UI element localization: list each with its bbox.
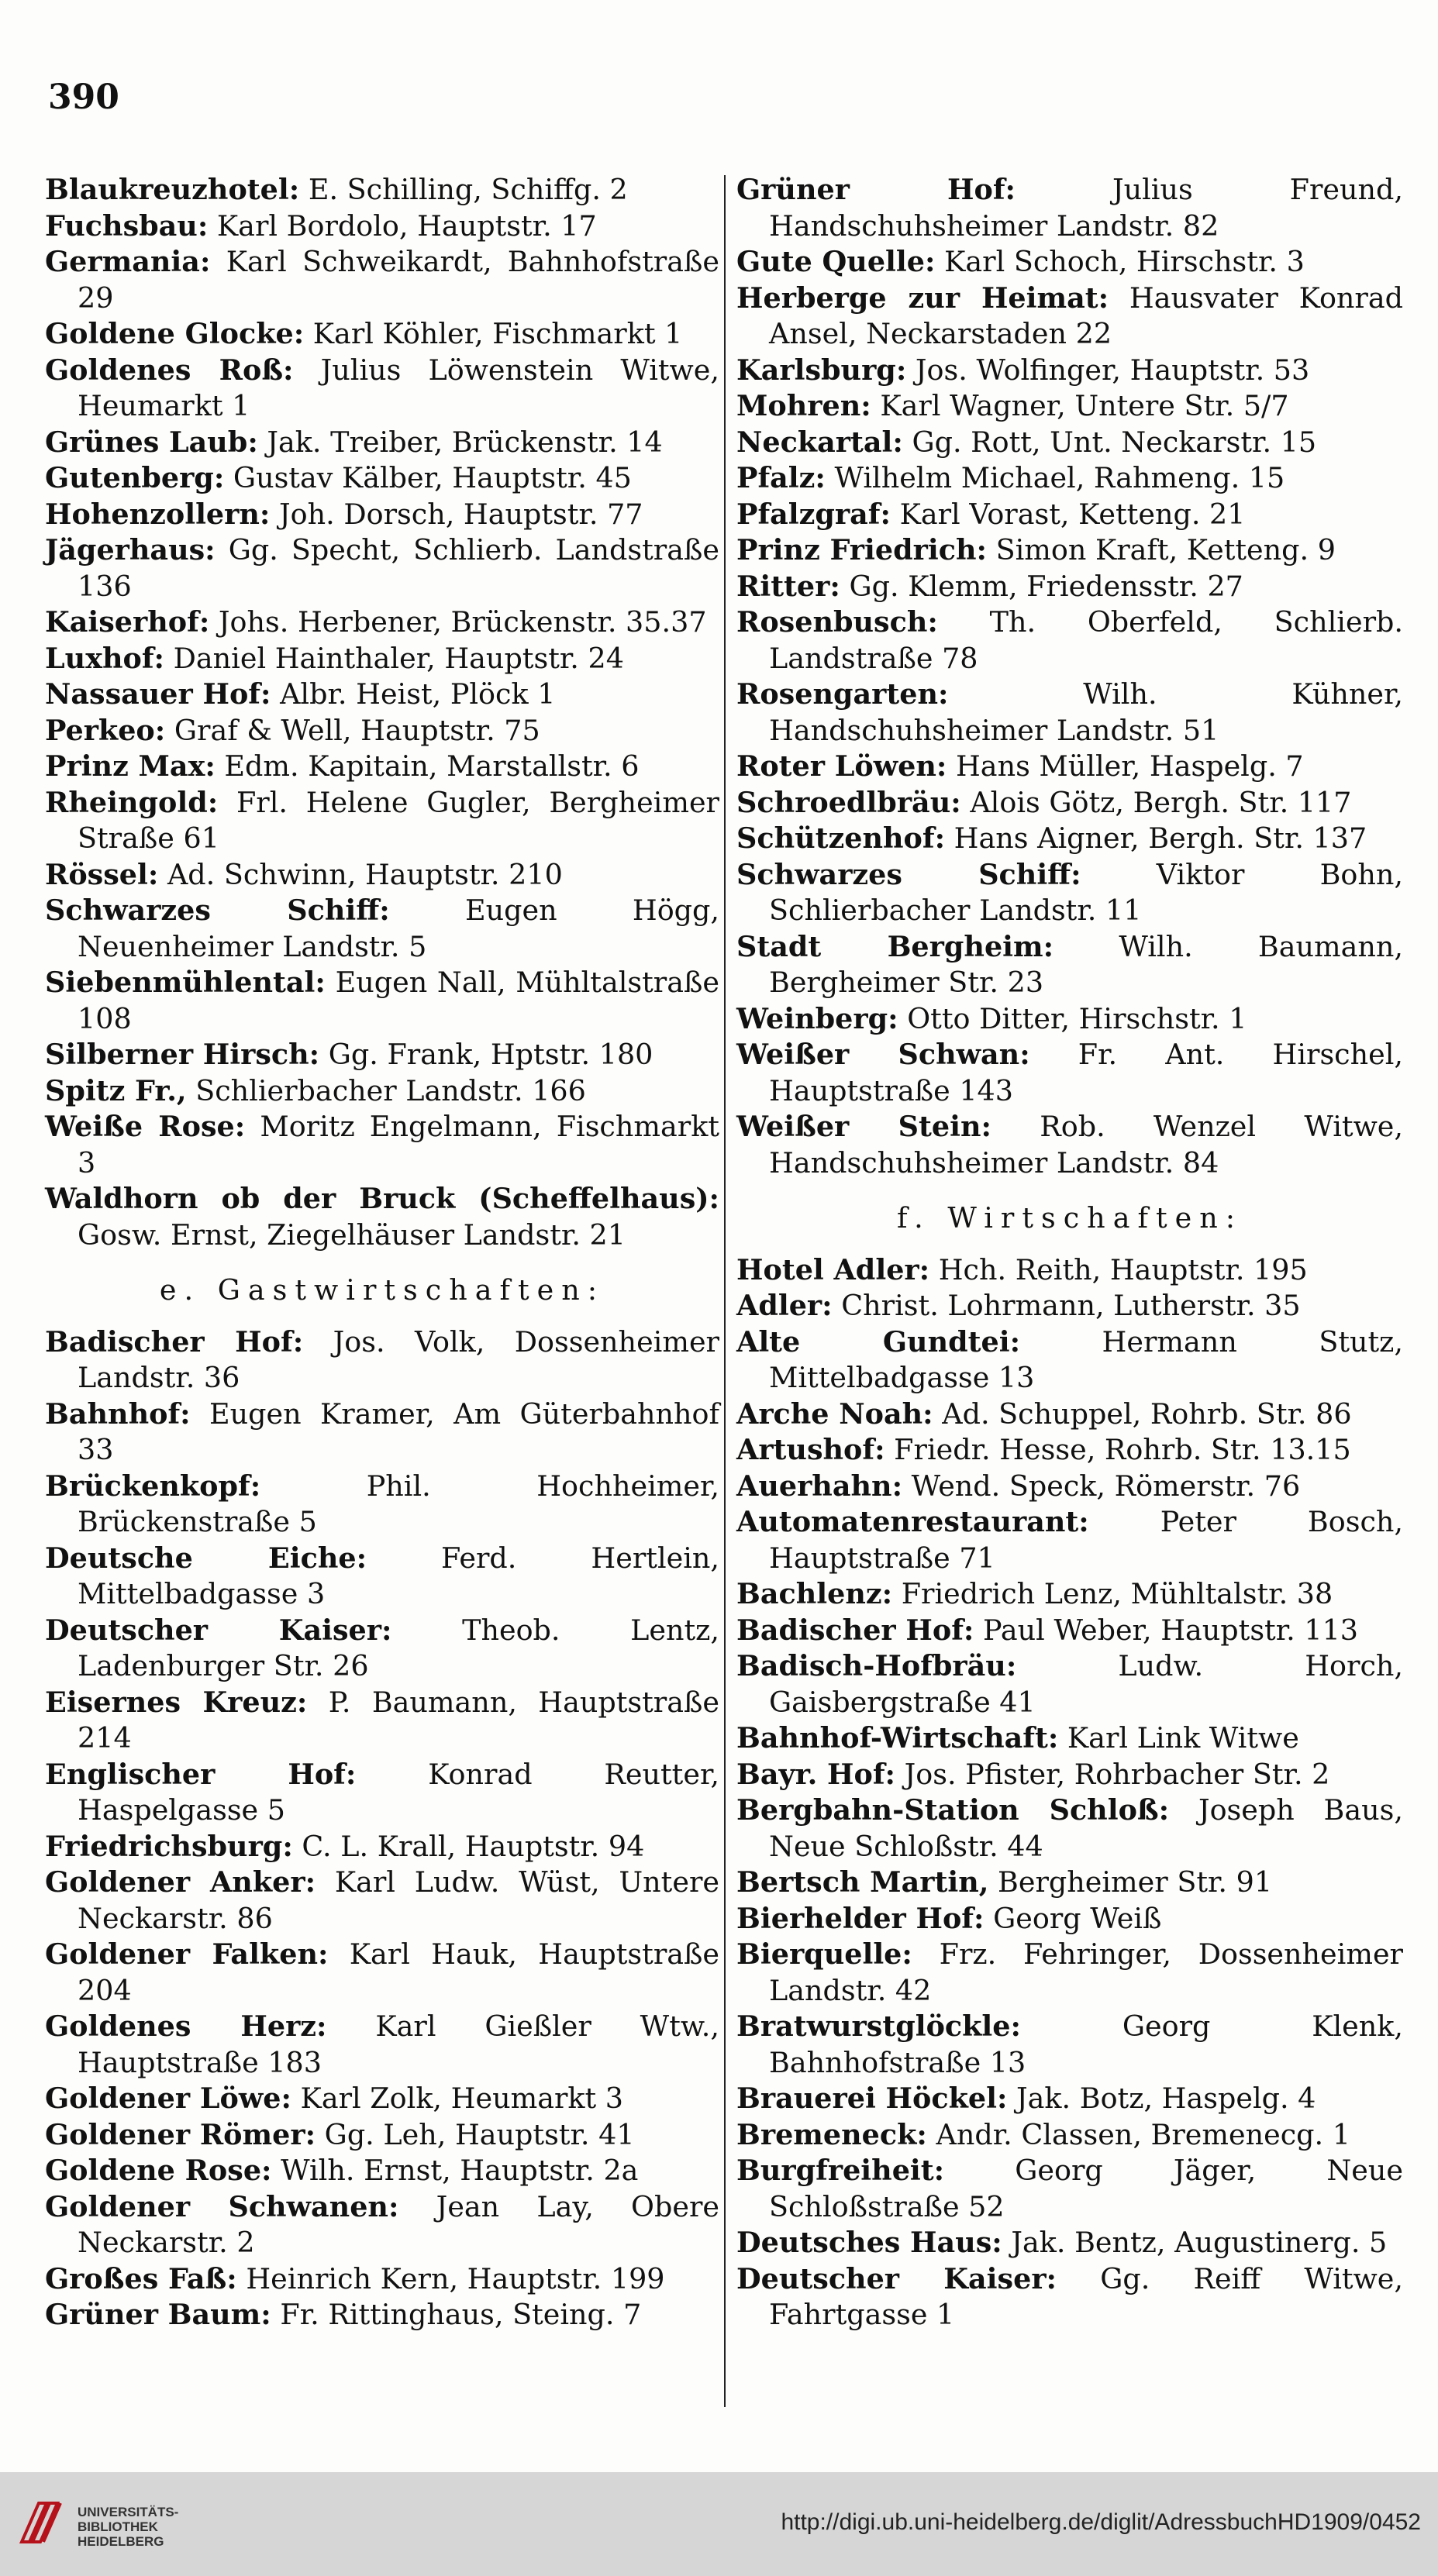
entry-name: Bachlenz: — [736, 1577, 893, 1610]
entry-detail: Karl Ludw. Wüst, Untere Neckarstr. 86 — [78, 1865, 719, 1935]
entry-detail: Karl Link Witwe — [1058, 1721, 1299, 1755]
entry-detail: Jak. Treiber, Brückenstr. 14 — [257, 425, 663, 459]
directory-entry — [45, 1073, 719, 1110]
entry-detail: Karl Bordolo, Hauptstr. 17 — [208, 208, 597, 243]
entry-detail: Bergheimer Str. 91 — [988, 1865, 1273, 1899]
entry-name: Goldene Rose: — [45, 2154, 272, 2187]
entry-name: Fuchsbau: — [45, 208, 209, 243]
entry-name: Bierhelder Hof: — [736, 1901, 985, 1935]
entry-detail: Hans Aigner, Bergh. Str. 137 — [945, 821, 1367, 855]
entry-name: Bahnhof: — [45, 1396, 191, 1431]
entry-name: Brückenkopf: — [45, 1469, 261, 1503]
directory-entry — [736, 388, 1403, 425]
entry-name: Grünes Laub: — [45, 425, 258, 459]
entry-name: Bierquelle: — [736, 1937, 912, 1971]
directory-entry — [45, 893, 719, 965]
entry-detail: Georg Jäger, Neue Schloßstraße 52 — [769, 2154, 1403, 2223]
entry-name: Deutsche Eiche: — [45, 1541, 367, 1575]
directory-entry — [736, 929, 1403, 1001]
directory-entry — [45, 713, 719, 749]
entry-name: Spitz Fr., — [45, 1073, 187, 1107]
entry-name: Roter Löwen: — [736, 749, 947, 783]
entry-detail: Karl Schoch, Hirschstr. 3 — [935, 245, 1305, 278]
entry-detail: Karl Hauk, Hauptstraße 204 — [78, 1937, 720, 2007]
entry-detail: Fr. Rittinghaus, Steing. 7 — [271, 2298, 642, 2331]
entry-detail: Peter Bosch, Hauptstraße 71 — [769, 1505, 1403, 1575]
directory-entry — [45, 857, 719, 894]
directory-entry — [45, 208, 719, 245]
entry-detail: Schlierbacher Landstr. 166 — [186, 1073, 586, 1107]
entry-name: Ritter: — [736, 569, 840, 603]
entry-name: Prinz Friedrich: — [736, 533, 987, 567]
entry-name: Badischer Hof: — [45, 1324, 304, 1359]
entry-name: Arche Noah: — [736, 1396, 933, 1431]
entry-detail: Ferd. Hertlein, Mittelbadgasse 3 — [78, 1541, 719, 1610]
entry-detail: Jean Lay, Obere Neckarstr. 2 — [78, 2189, 719, 2259]
entry-detail: Gg. Klemm, Friedensstr. 27 — [840, 569, 1243, 603]
entry-detail: Gg. Leh, Hauptstr. 41 — [316, 2117, 635, 2151]
entry-detail: Frl. Helene Gugler, Bergheimer Straße 61 — [78, 785, 719, 855]
library-name-line: UNIVERSITÄTS- — [78, 2505, 179, 2519]
entry-detail: Joh. Dorsch, Hauptstr. 77 — [270, 497, 643, 531]
entry-name: Neckartal: — [736, 425, 903, 459]
left-entries — [45, 172, 719, 1253]
library-name-line: BIBLIOTHEK — [78, 2519, 158, 2534]
entry-name: Nassauer Hof: — [45, 677, 271, 711]
directory-entry — [45, 316, 719, 353]
entry-detail: Christ. Lohrmann, Lutherstr. 35 — [832, 1289, 1301, 1322]
entry-name: Rosenbusch: — [736, 605, 938, 639]
directory-entry — [45, 2297, 719, 2333]
section-heading-e: e. Gastwirtschaften: — [159, 1273, 605, 1307]
entry-name: Grüner Baum: — [45, 2298, 271, 2331]
left-column — [45, 172, 719, 2333]
directory-entry — [45, 2081, 719, 2117]
library-name — [78, 2505, 178, 2549]
entry-name: Bayr. Hof: — [736, 1757, 896, 1791]
directory-entry — [736, 2081, 1403, 2117]
directory-entry — [45, 1829, 719, 1865]
entry-detail: Karl Schweikardt, Bahnhofstraße 29 — [78, 245, 719, 315]
directory-entry — [45, 1324, 719, 1396]
entry-name: Goldener Falken: — [45, 1937, 329, 1971]
entry-name: Hotel Adler: — [736, 1252, 930, 1286]
entry-detail: Gg. Rott, Unt. Neckarstr. 15 — [902, 425, 1317, 459]
directory-entry — [736, 1037, 1403, 1109]
entry-detail: Daniel Hainthaler, Hauptstr. 24 — [164, 641, 624, 675]
entry-name: Bertsch Martin, — [736, 1865, 989, 1899]
directory-entry — [736, 1288, 1403, 1324]
entry-detail: Julius Freund, Handschuhsheimer Landstr. 82 — [769, 173, 1403, 243]
entry-name: Friedrichsburg: — [45, 1829, 293, 1863]
entry-name: Deutscher Kaiser: — [736, 2261, 1057, 2295]
directory-entry — [45, 1865, 719, 1937]
directory-entry — [736, 1432, 1403, 1469]
entry-name: Schützenhof: — [736, 821, 946, 855]
entry-name: Luxhof: — [45, 641, 165, 675]
entry-name: Automatenrestaurant: — [736, 1505, 1089, 1538]
directory-entry — [736, 1757, 1403, 1793]
directory-entry — [45, 1181, 719, 1253]
entry-name: Gute Quelle: — [736, 245, 936, 278]
entry-detail: Jos. Pfister, Rohrbacher Str. 2 — [895, 1757, 1330, 1791]
directory-entry — [45, 1757, 719, 1829]
directory-entry — [45, 2261, 719, 2298]
entry-detail: Julius Löwenstein Witwe, Heumarkt 1 — [78, 353, 719, 422]
directory-entry — [45, 965, 719, 1037]
directory-entry — [45, 2153, 719, 2189]
entry-name: Burgfreiheit: — [736, 2154, 945, 2187]
footer-bar — [0, 2472, 1438, 2576]
entry-name: Goldener Anker: — [45, 1865, 316, 1899]
section-e-entries — [45, 1324, 719, 2333]
directory-entry — [45, 641, 719, 677]
directory-entry — [736, 425, 1403, 461]
entry-name: Silberner Hirsch: — [45, 1038, 320, 1071]
entry-detail: Georg Klenk, Bahnhofstraße 13 — [769, 2009, 1403, 2079]
entry-name: Schwarzes Schiff: — [45, 894, 390, 927]
library-name-line: HEIDELBERG — [78, 2534, 164, 2549]
entry-name: Eisernes Kreuz: — [45, 1685, 308, 1719]
entry-detail: Andr. Classen, Bremenecg. 1 — [926, 2117, 1350, 2151]
entry-name: Perkeo: — [45, 713, 166, 747]
page-number: 390 — [48, 77, 119, 117]
directory-entry — [45, 353, 719, 425]
entry-name: Artushof: — [736, 1433, 885, 1466]
entry-name: Kaiserhof: — [45, 605, 210, 639]
entry-name: Bahnhof-Wirtschaft: — [736, 1721, 1059, 1755]
directory-entry — [736, 1937, 1403, 2009]
entry-name: Mohren: — [736, 389, 871, 422]
entry-detail: Jak. Bentz, Augustinerg. 5 — [1002, 2226, 1388, 2259]
section-f-entries — [736, 1252, 1403, 2333]
entry-name: Pfalzgraf: — [736, 497, 891, 531]
entry-name: Herberge zur Heimat: — [736, 281, 1109, 315]
entry-detail: Wilh. Kühner, Handschuhsheimer Landstr. 51 — [769, 677, 1403, 747]
directory-entry — [736, 1793, 1403, 1865]
directory-entry — [736, 857, 1403, 929]
directory-entry — [736, 677, 1403, 749]
entry-name: Rheingold: — [45, 785, 219, 819]
entry-detail: Konrad Reutter, Haspelgasse 5 — [78, 1757, 719, 1827]
directory-entry — [736, 1504, 1403, 1576]
entry-detail: Th. Oberfeld, Schlierb. Landstraße 78 — [769, 605, 1403, 675]
directory-entry — [736, 2117, 1403, 2154]
directory-entry — [45, 2009, 719, 2081]
entry-name: Alte Gundtei: — [736, 1324, 1021, 1359]
entry-name: Blaukreuzhotel: — [45, 173, 300, 206]
directory-entry — [736, 1001, 1403, 1038]
directory-entry — [736, 1252, 1403, 1289]
entry-detail: Karl Köhler, Fischmarkt 1 — [304, 317, 683, 350]
entry-name: Schwarzes Schiff: — [736, 857, 1081, 891]
entry-detail: P. Baumann, Hauptstraße 214 — [78, 1685, 719, 1755]
entry-detail: Johs. Herbener, Brückenstr. 35.37 — [209, 605, 707, 639]
entry-name: Großes Faß: — [45, 2261, 237, 2295]
entry-detail: Wend. Speck, Römerstr. 76 — [902, 1469, 1301, 1503]
directory-entry — [45, 1396, 719, 1469]
directory-entry — [45, 1109, 719, 1181]
entry-name: Prinz Max: — [45, 749, 216, 783]
entry-name: Goldenes Roß: — [45, 353, 294, 387]
entry-detail: Karl Gießler Wtw., Hauptstraße 183 — [78, 2009, 719, 2079]
directory-entry — [736, 1720, 1403, 1757]
directory-entry — [736, 1469, 1403, 1505]
directory-entry — [45, 532, 719, 604]
entry-detail: Ludw. Horch, Gaisbergstraße 41 — [769, 1649, 1403, 1719]
entry-detail: E. Schilling, Schiffg. 2 — [299, 173, 628, 206]
directory-entry — [736, 1901, 1403, 1937]
entry-detail: Friedr. Hesse, Rohrb. Str. 13.15 — [885, 1433, 1351, 1466]
entry-name: Weißer Schwan: — [736, 1038, 1030, 1071]
entry-detail: Moritz Engelmann, Fischmarkt 3 — [78, 1110, 719, 1180]
entry-name: Hohenzollern: — [45, 497, 271, 531]
entry-detail: Rob. Wenzel Witwe, Handschuhsheimer Landstr. 84 — [769, 1110, 1404, 1180]
directory-entry — [736, 2225, 1403, 2261]
entry-detail: Jos. Volk, Dossenheimer Landstr. 36 — [78, 1324, 719, 1394]
entry-detail: Gg. Reiff Witwe, Fahrtgasse 1 — [769, 2261, 1403, 2331]
directory-entry — [45, 1037, 719, 1073]
directory-entry — [45, 1685, 719, 1757]
entry-name: Schroedlbräu: — [736, 785, 961, 819]
entry-name: Pfalz: — [736, 461, 826, 494]
directory-entry — [45, 244, 719, 316]
entry-detail: Phil. Hochheimer, Brückenstraße 5 — [78, 1469, 719, 1538]
entry-detail: Otto Ditter, Hirschstr. 1 — [898, 1001, 1247, 1035]
directory-entry — [736, 2009, 1403, 2081]
entry-name: Waldhorn ob der Bruck (Scheffelhaus): — [45, 1182, 719, 1215]
entry-detail: Gustav Kälber, Hauptstr. 45 — [224, 461, 632, 494]
entry-name: Brauerei Höckel: — [736, 2082, 1008, 2115]
entry-detail: Theob. Lentz, Ladenburger Str. 26 — [78, 1613, 719, 1682]
entry-name: Badischer Hof: — [736, 1613, 974, 1647]
entry-detail: Ad. Schwinn, Hauptstr. 210 — [158, 857, 563, 891]
entry-detail: Eugen Nall, Mühltalstraße 108 — [78, 966, 719, 1035]
entry-name: Auerhahn: — [736, 1469, 903, 1503]
column-divider — [724, 175, 726, 2407]
entry-name: Adler: — [736, 1289, 833, 1322]
entry-detail: Jos. Wolfinger, Hauptstr. 53 — [906, 353, 1310, 387]
directory-entry — [736, 1109, 1403, 1181]
directory-entry — [736, 785, 1403, 821]
entry-detail: Eugen Kramer, Am Güterbahnhof 33 — [78, 1396, 719, 1466]
directory-entry — [45, 1937, 719, 2009]
entry-detail: Wilhelm Michael, Rahmeng. 15 — [825, 461, 1285, 494]
entry-name: Karlsburg: — [736, 353, 907, 387]
entry-detail: Hans Müller, Haspelg. 7 — [947, 749, 1304, 783]
entry-name: Bremeneck: — [736, 2117, 927, 2151]
entry-detail: Wilh. Ernst, Hauptstr. 2a — [271, 2154, 639, 2187]
entry-detail: Eugen Högg, Neuenheimer Landstr. 5 — [78, 894, 719, 963]
entry-detail: Gg. Specht, Schlierb. Landstraße 136 — [78, 533, 719, 603]
directory-entry — [45, 1541, 719, 1613]
directory-entry — [736, 2153, 1403, 2225]
directory-entry — [736, 281, 1403, 353]
directory-entry — [736, 604, 1403, 677]
entry-name: Rosengarten: — [736, 677, 949, 711]
entry-name: Jägerhaus: — [45, 533, 216, 567]
directory-entry — [45, 425, 719, 461]
directory-entry — [45, 497, 719, 533]
entry-detail: Fr. Ant. Hirschel, Hauptstraße 143 — [769, 1038, 1403, 1107]
directory-entry — [736, 749, 1403, 785]
entry-detail: Gg. Frank, Hptstr. 180 — [319, 1038, 653, 1071]
directory-entry — [736, 497, 1403, 533]
entry-name: Germania: — [45, 245, 211, 278]
directory-entry — [736, 1324, 1403, 1396]
directory-entry — [45, 749, 719, 785]
directory-entry — [45, 2189, 719, 2261]
directory-entry — [736, 821, 1403, 857]
entry-name: Goldener Schwanen: — [45, 2189, 399, 2223]
directory-entry — [736, 172, 1403, 244]
directory-entry — [45, 460, 719, 497]
entry-name: Gutenberg: — [45, 461, 225, 494]
directory-entry — [45, 2117, 719, 2154]
section-heading-f: f. Wirtschaften: — [896, 1201, 1243, 1235]
directory-entry — [45, 172, 719, 208]
entry-detail: Wilh. Baumann, Bergheimer Str. 23 — [769, 929, 1403, 999]
entry-detail: Paul Weber, Hauptstr. 113 — [974, 1613, 1359, 1647]
entry-detail: Ad. Schuppel, Rohrb. Str. 86 — [933, 1396, 1352, 1431]
source-url-link[interactable]: http://digi.ub.uni-heidelberg.de/diglit/AdressbuchHD1909/0452 — [781, 2509, 1421, 2535]
entry-detail: Alois Götz, Bergh. Str. 117 — [960, 785, 1352, 819]
directory-entry — [736, 244, 1403, 281]
entry-detail: Karl Vorast, Ketteng. 21 — [890, 497, 1246, 531]
right-column — [736, 172, 1403, 2333]
entry-detail: Simon Kraft, Ketteng. 9 — [986, 533, 1336, 567]
entry-detail: C. L. Krall, Hauptstr. 94 — [292, 1829, 645, 1863]
entry-name: Bergbahn-Station Schloß: — [736, 1793, 1170, 1827]
directory-entry — [45, 785, 719, 857]
directory-entry — [45, 604, 719, 641]
directory-entry — [736, 1576, 1403, 1613]
entry-detail: Viktor Bohn, Schlierbacher Landstr. 11 — [769, 857, 1403, 927]
entry-name: Stadt Bergheim: — [736, 929, 1054, 963]
directory-entry — [736, 1648, 1403, 1720]
entry-name: Siebenmühlental: — [45, 966, 326, 999]
entry-name: Englischer Hof: — [45, 1757, 357, 1791]
entry-name: Weiße Rose: — [45, 1110, 246, 1143]
entry-detail: Gosw. Ernst, Ziegelhäuser Landstr. 21 — [78, 1217, 626, 1252]
directory-entry — [736, 353, 1403, 389]
right-entries — [736, 172, 1403, 1181]
entry-name: Deutscher Kaiser: — [45, 1613, 392, 1647]
entry-detail: Joseph Baus, Neue Schloßstr. 44 — [769, 1793, 1403, 1863]
entry-name: Goldenes Herz: — [45, 2009, 327, 2043]
entry-name: Goldener Römer: — [45, 2117, 316, 2151]
entry-detail: Albr. Heist, Plöck 1 — [271, 677, 556, 711]
directory-entry — [736, 569, 1403, 605]
entry-detail: Edm. Kapitain, Marstallstr. 6 — [215, 749, 640, 783]
directory-entry — [736, 1396, 1403, 1433]
entry-detail: Graf & Well, Hauptstr. 75 — [165, 713, 540, 747]
directory-entry — [736, 532, 1403, 569]
directory-entry — [736, 2261, 1403, 2333]
directory-entry — [45, 1613, 719, 1685]
entry-detail: Friedrich Lenz, Mühltalstr. 38 — [892, 1577, 1333, 1610]
entry-name: Goldene Glocke: — [45, 317, 305, 350]
entry-name: Weißer Stein: — [736, 1110, 991, 1143]
entry-detail: Heinrich Kern, Hauptstr. 199 — [236, 2261, 665, 2295]
entry-detail: Hermann Stutz, Mittelbadgasse 13 — [769, 1324, 1403, 1394]
directory-entry — [736, 1613, 1403, 1649]
entry-name: Grüner Hof: — [736, 173, 1016, 206]
entry-detail: Karl Zolk, Heumarkt 3 — [291, 2082, 624, 2115]
entry-detail: Hausvater Konrad Ansel, Neckarstaden 22 — [769, 281, 1404, 350]
directory-entry — [45, 677, 719, 713]
entry-detail: Jak. Botz, Haspelg. 4 — [1007, 2082, 1316, 2115]
directory-entry — [736, 1865, 1403, 1901]
entry-detail: Frz. Fehringer, Dossenheimer Landstr. 42 — [769, 1937, 1403, 2007]
entry-name: Goldener Löwe: — [45, 2082, 291, 2115]
entry-name: Rössel: — [45, 857, 159, 891]
entry-name: Weinberg: — [736, 1001, 898, 1035]
entry-detail: Hch. Reith, Hauptstr. 195 — [929, 1252, 1308, 1286]
entry-detail: Karl Wagner, Untere Str. 5/7 — [871, 389, 1289, 422]
entry-name: Badisch-Hofbräu: — [736, 1649, 1017, 1682]
entry-name: Deutsches Haus: — [736, 2226, 1002, 2259]
directory-entry — [736, 460, 1403, 497]
directory-entry — [45, 1469, 719, 1541]
library-logo-icon — [16, 2495, 70, 2550]
entry-name: Bratwurstglöckle: — [736, 2009, 1021, 2043]
entry-detail: Georg Weiß — [984, 1901, 1162, 1935]
